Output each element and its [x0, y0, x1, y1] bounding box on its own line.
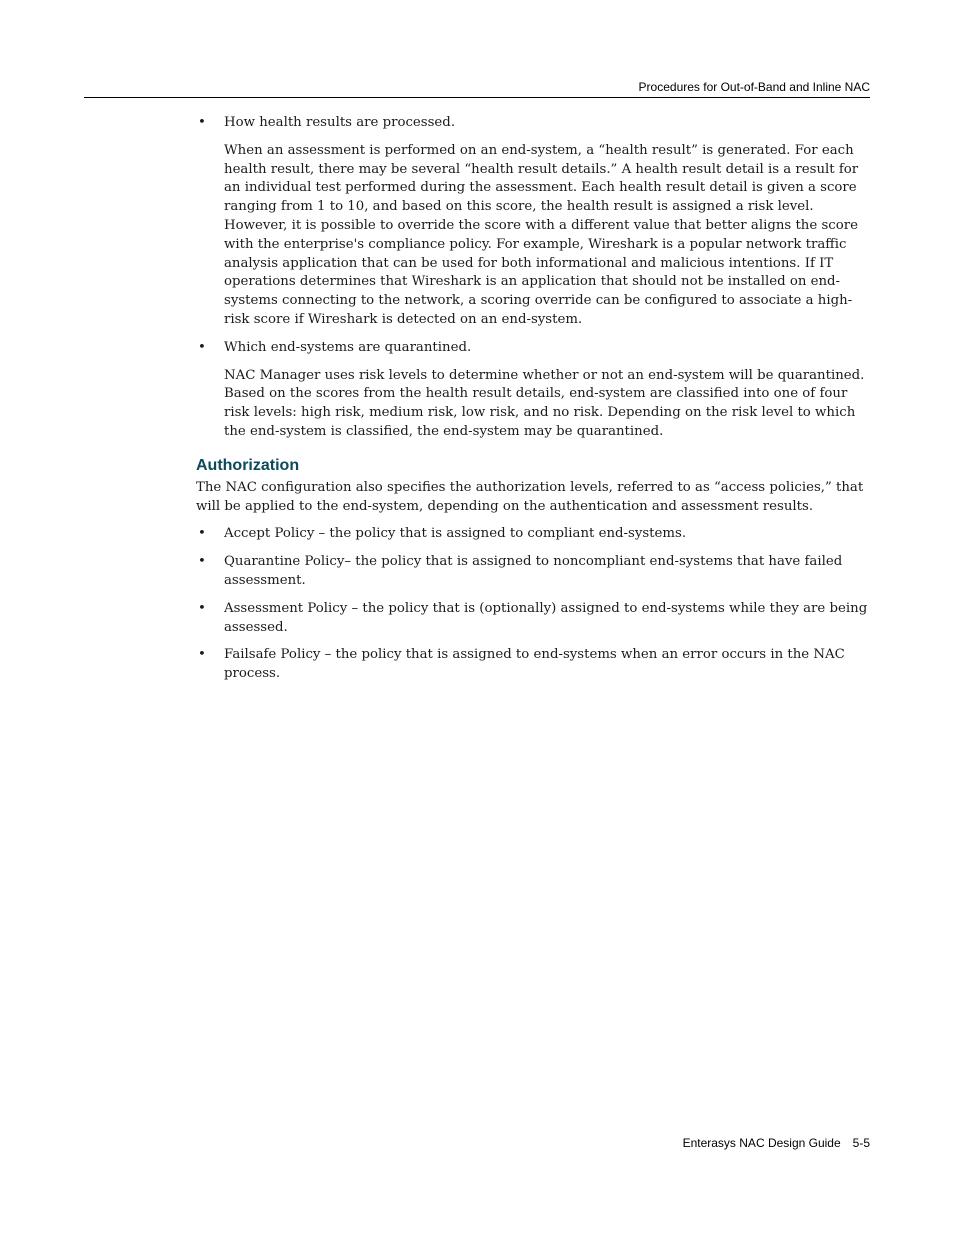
list-item-text: Which end-systems are quarantined. [224, 339, 472, 355]
bullet-marker: • [198, 554, 206, 570]
list-item-assessment-policy [196, 600, 870, 638]
list-item-text: Accept Policy – the policy that is assigned to compliant end-systems. [224, 526, 687, 542]
list-item-quarantine [196, 339, 870, 358]
health-paragraph: When an assessment is performed on an end-system, a “health result” is generated. For each health result, there may be several “health result details.” A health result detail is a result for an individual test performed during the assessment. Each health result detail is given a score ranging from 1 to 10, and based on this score, the health result is assigned a risk level. However, it is possible to override the score with a different value that better aligns the score with the enterprise's compliance policy. For example, Wireshark is a popular network traffic analysis application that can be used for both informational and malicious intentions. If IT operations determines that Wireshark is an application that should not be installed on end-systems connecting to the network, a scoring override can be configured to associate a high-risk score if Wireshark is detected on an end-system. [224, 142, 859, 327]
section-heading-authorization: Authorization [196, 456, 300, 474]
page-content [196, 114, 870, 693]
quarantine-paragraph: NAC Manager uses risk levels to determine whether or not an end-system will be quarantined. Based on the scores from the health result details, end-system are classified into one of four risk levels: high risk, medium risk, low risk, and no risk. Depending on the risk level to which the end-system is classified, the end-system may be quarantined. [224, 367, 865, 439]
page-number: 5-5 [852, 1136, 870, 1150]
list-item-text: Quarantine Policy– the policy that is assigned to noncompliant end-systems that have failed assessment. [224, 554, 843, 588]
list-item-text: How health results are processed. [224, 115, 456, 130]
footer-guide-title: Enterasys NAC Design Guide [682, 1136, 841, 1150]
list-item-accept-policy [196, 525, 870, 544]
list-item-text: Failsafe Policy – the policy that is assigned to end-systems when an error occurs in the NAC process. [224, 647, 845, 682]
list-item-failsafe-policy [196, 646, 870, 684]
running-footer [683, 1136, 870, 1150]
list-item-text: Assessment Policy – the policy that is (optionally) assigned to end-systems while they are being assessed. [224, 600, 868, 635]
bullet-marker: • [198, 647, 206, 663]
list-item-health [196, 114, 870, 133]
bullet-marker: • [198, 526, 206, 542]
list-item-quarantine-policy [196, 553, 870, 591]
running-header: Procedures for Out-of-Band and Inline NAC [638, 80, 870, 94]
bullet-marker: • [198, 600, 206, 616]
bullet-marker: • [198, 339, 206, 355]
header-rule [84, 97, 870, 98]
bullet-marker: • [198, 115, 206, 130]
authorization-intro: The NAC configuration also specifies the authorization levels, referred to as “access policies,” that will be applied to the end-system, depending on the authentication and assessment results. [196, 479, 864, 514]
